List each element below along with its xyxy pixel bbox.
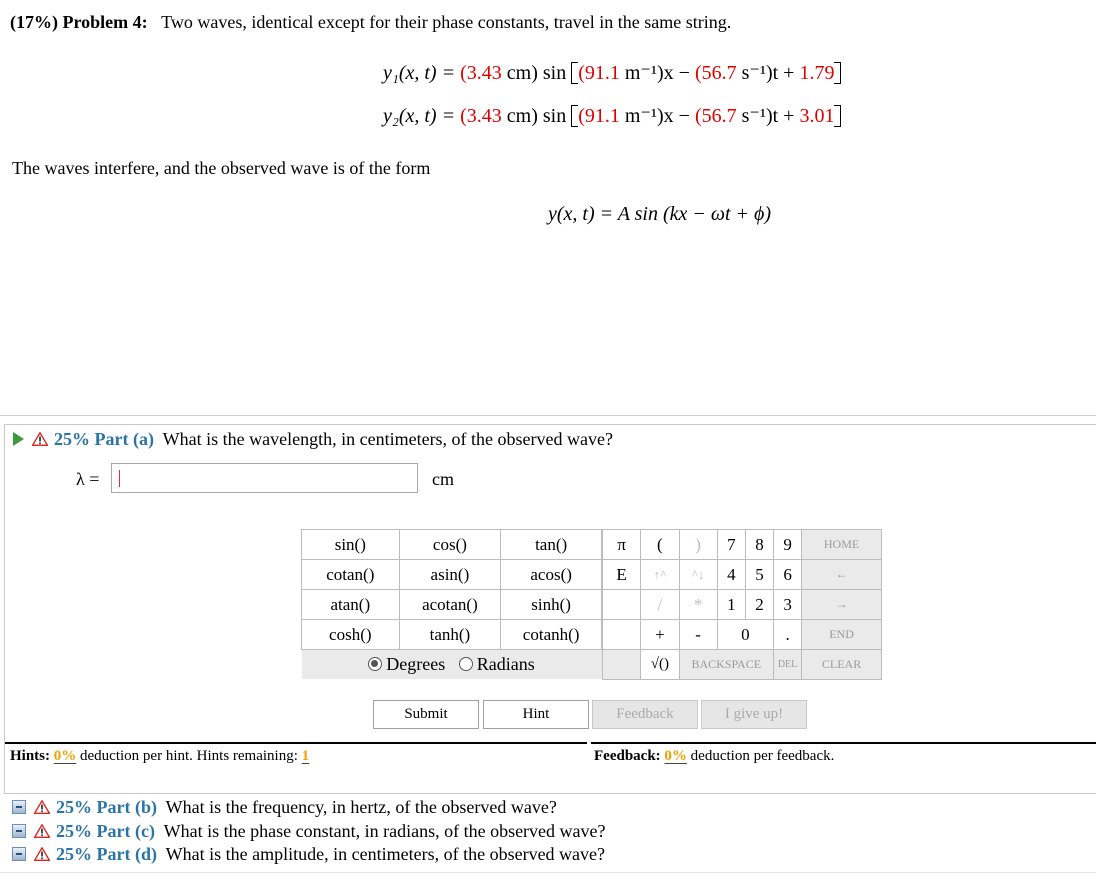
key-acos[interactable]: acos() xyxy=(501,560,602,590)
interfere-text: The waves interfere, and the observed wave is of the form xyxy=(12,158,431,178)
part-b-question: What is the frequency, in hertz, of the observed wave? xyxy=(165,797,557,817)
radians-radio[interactable] xyxy=(459,657,473,671)
collapse-icon[interactable] xyxy=(12,800,26,814)
feedback-text: deduction per feedback. xyxy=(686,748,835,764)
eq2-amp-unit: cm) sin xyxy=(501,105,572,127)
part-a-question: What is the wavelength, in centimeters, of the observed wave? xyxy=(162,429,613,449)
feedback-divider xyxy=(591,742,1096,744)
observed-wave-form: y(x, t) = A sin (kx − ωt + ϕ) xyxy=(548,203,772,225)
unit-label: cm xyxy=(432,469,454,489)
eq1-amp-unit: cm) sin xyxy=(501,62,572,84)
key-9[interactable]: 9 xyxy=(774,530,802,560)
feedback-line xyxy=(594,748,834,765)
key-1[interactable]: 1 xyxy=(717,590,745,620)
key-empty-2 xyxy=(603,620,641,650)
feedback-button[interactable]: Feedback xyxy=(592,700,698,729)
expand-arrow-icon[interactable] xyxy=(13,432,24,446)
eq1-amplitude: (3.43 xyxy=(460,62,502,84)
key-empty xyxy=(603,590,641,620)
key-sin[interactable]: sin() xyxy=(302,530,400,560)
hints-text: deduction per hint. Hints remaining: xyxy=(76,748,302,764)
key-pi[interactable]: π xyxy=(603,530,641,560)
key-up[interactable]: ↑^ xyxy=(641,560,679,590)
key-clear[interactable]: CLEAR xyxy=(802,650,882,680)
warning-icon xyxy=(34,847,50,861)
warning-icon xyxy=(32,432,48,446)
key-home[interactable]: HOME xyxy=(802,530,882,560)
function-keypad xyxy=(301,529,602,679)
key-open-paren[interactable]: ( xyxy=(641,530,679,560)
equation-y2 xyxy=(383,103,841,128)
key-plus[interactable]: + xyxy=(641,620,679,650)
part-a-percent: 25% Part (a) xyxy=(54,429,154,449)
eq2-lhs: y₂(x, t) = xyxy=(383,105,461,127)
part-c-row[interactable] xyxy=(12,821,606,842)
key-minus[interactable]: - xyxy=(679,620,717,650)
key-backspace[interactable]: BACKSPACE xyxy=(679,650,774,680)
key-end[interactable]: END xyxy=(802,620,882,650)
eq1-lhs: y₁(x, t) = xyxy=(383,62,461,84)
text-cursor xyxy=(119,470,120,487)
key-right-arrow-icon[interactable]: → xyxy=(802,590,882,620)
key-8[interactable]: 8 xyxy=(745,530,773,560)
key-cotan[interactable]: cotan() xyxy=(302,560,400,590)
part-c-question: What is the phase constant, in radians, of the observed wave? xyxy=(163,821,606,841)
eq1-k-unit: m⁻¹)x − xyxy=(619,62,695,84)
problem-statement: Two waves, identical except for their phase constants, travel in the same string. xyxy=(161,12,732,32)
eq1-phase: 1.79 xyxy=(799,62,835,84)
feedback-percent: 0% xyxy=(664,748,687,764)
key-sqrt[interactable]: √() xyxy=(641,650,679,680)
radians-label: Radians xyxy=(476,654,535,674)
key-4[interactable]: 4 xyxy=(717,560,745,590)
key-cos[interactable]: cos() xyxy=(399,530,501,560)
wavelength-input[interactable] xyxy=(111,463,418,493)
key-tan[interactable]: tan() xyxy=(501,530,602,560)
eq1-w-unit: s⁻¹)t + xyxy=(736,62,800,84)
key-7[interactable]: 7 xyxy=(717,530,745,560)
eq2-right-bracket xyxy=(834,105,841,127)
key-3[interactable]: 3 xyxy=(774,590,802,620)
eq1-angular-frequency: (56.7 xyxy=(694,62,737,84)
problem-header xyxy=(10,12,731,33)
warning-icon xyxy=(34,800,50,814)
part-a-title[interactable] xyxy=(13,429,613,450)
equation-y1 xyxy=(383,60,841,85)
part-d-row[interactable] xyxy=(12,844,605,865)
eq2-wavenumber: (91.1 xyxy=(578,105,620,127)
give-up-button[interactable]: I give up! xyxy=(701,700,807,729)
part-c-percent: 25% Part (c) xyxy=(56,821,155,841)
key-acotan[interactable]: acotan() xyxy=(399,590,501,620)
warning-icon xyxy=(34,824,50,838)
key-cotanh[interactable]: cotanh() xyxy=(501,620,602,650)
key-sinh[interactable]: sinh() xyxy=(501,590,602,620)
hints-line xyxy=(10,748,309,765)
key-close-paren[interactable]: ) xyxy=(679,530,717,560)
collapse-icon[interactable] xyxy=(12,847,26,861)
hints-remaining: 1 xyxy=(301,748,310,764)
hints-divider xyxy=(5,742,587,744)
key-atan[interactable]: atan() xyxy=(302,590,400,620)
key-tanh[interactable]: tanh() xyxy=(399,620,501,650)
key-5[interactable]: 5 xyxy=(745,560,773,590)
degrees-label: Degrees xyxy=(386,654,446,674)
key-star[interactable]: * xyxy=(679,590,717,620)
key-empty-3 xyxy=(603,650,641,680)
part-d-question: What is the amplitude, in centimeters, of the observed wave? xyxy=(165,844,606,864)
lambda-label: λ = xyxy=(76,469,100,489)
eq2-k-unit: m⁻¹)x − xyxy=(619,105,695,127)
hint-button[interactable]: Hint xyxy=(483,700,589,729)
eq1-wavenumber: (91.1 xyxy=(578,62,620,84)
eq2-w-unit: s⁻¹)t + xyxy=(736,105,800,127)
part-d-percent: 25% Part (d) xyxy=(56,844,157,864)
key-slash[interactable]: / xyxy=(641,590,679,620)
eq1-right-bracket xyxy=(834,62,841,84)
key-del[interactable]: DEL xyxy=(774,650,802,680)
submit-button[interactable]: Submit xyxy=(373,700,479,729)
bottom-divider xyxy=(0,872,1096,873)
key-0[interactable]: 0 xyxy=(717,620,773,650)
part-b-row[interactable] xyxy=(12,797,557,818)
key-e[interactable]: E xyxy=(603,560,641,590)
degrees-radio[interactable] xyxy=(368,657,382,671)
eq2-angular-frequency: (56.7 xyxy=(694,105,737,127)
hints-label: Hints: xyxy=(10,748,51,764)
section-divider xyxy=(0,415,1096,416)
collapse-icon[interactable] xyxy=(12,824,26,838)
key-down[interactable]: ^↓ xyxy=(679,560,717,590)
key-2[interactable]: 2 xyxy=(745,590,773,620)
eq2-amplitude: (3.43 xyxy=(460,105,502,127)
feedback-label: Feedback: xyxy=(594,748,661,764)
key-6[interactable]: 6 xyxy=(774,560,802,590)
eq2-phase: 3.01 xyxy=(799,105,835,127)
numeric-keypad xyxy=(602,529,882,680)
key-asin[interactable]: asin() xyxy=(399,560,501,590)
key-left-arrow-icon[interactable]: ← xyxy=(802,560,882,590)
hints-percent: 0% xyxy=(53,748,77,764)
key-cosh[interactable]: cosh() xyxy=(302,620,400,650)
angle-mode-row xyxy=(302,650,602,680)
key-dot[interactable]: . xyxy=(774,620,802,650)
problem-number: (17%) Problem 4: xyxy=(10,12,148,32)
part-b-percent: 25% Part (b) xyxy=(56,797,157,817)
